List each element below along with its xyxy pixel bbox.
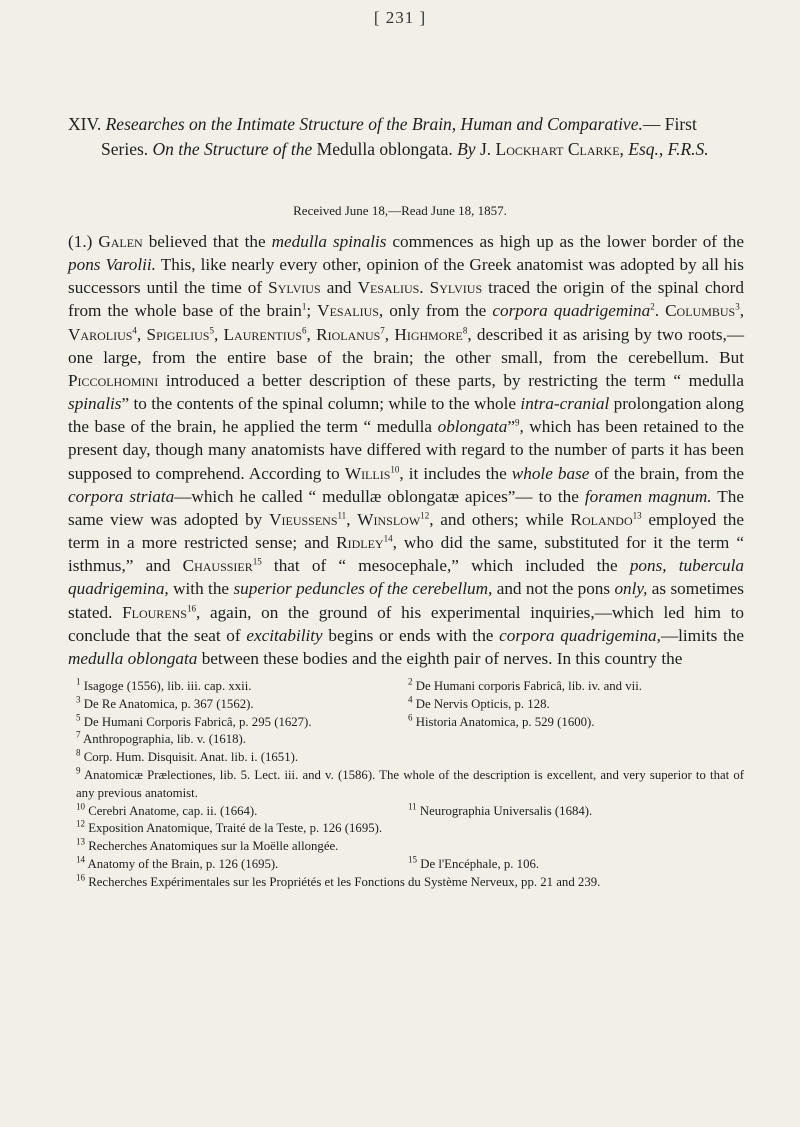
paper-title xyxy=(68,112,744,162)
footnote-number: 2 xyxy=(408,678,413,687)
text-run: introduced a better description of these parts, by restricting the term “ medulla xyxy=(158,370,744,390)
author-name: Laurentius xyxy=(223,324,303,344)
author-name: Sylvius xyxy=(429,278,483,298)
footnote xyxy=(68,820,744,838)
text-run: . xyxy=(654,301,666,321)
text-run: traced the origin of the spinal chord from the whole base of the brain xyxy=(68,278,744,321)
title-roman: XIV. xyxy=(68,114,102,134)
text-run: , it includes the xyxy=(399,463,512,483)
footnote-text: De Humani corporis Fabricâ, lib. iv. and vii. xyxy=(415,679,642,693)
title-block xyxy=(68,112,744,162)
author-name: Winslow xyxy=(357,509,421,529)
footnote xyxy=(68,731,744,749)
footnote xyxy=(68,856,408,874)
title-author: J. Lockhart Clarke, xyxy=(479,139,624,159)
title-part1: Researches on the Intimate Structure of the Brain, Human and Comparative. xyxy=(105,114,643,134)
footnote-number: 16 xyxy=(76,872,85,883)
text-run: ” to the contents of the spinal column; while to the whole xyxy=(121,394,521,414)
text-run: only from the xyxy=(383,301,493,321)
footnote xyxy=(68,678,408,696)
footnote-text: Exposition Anatomique, Traité de la Teste, p. 126 (1695). xyxy=(88,821,383,836)
footnote-number: 13 xyxy=(76,836,85,847)
body-paragraph xyxy=(68,230,744,670)
author-name: Chaussier xyxy=(182,556,253,576)
text-run: The same view was adopted by xyxy=(68,486,744,529)
italic-term: intra-cranial xyxy=(520,394,610,414)
footnote-text: Anatomy of the Brain, p. 126 (1695). xyxy=(87,856,279,871)
italic-term: foramen magnum. xyxy=(584,486,712,506)
italic-term: medulla spinalis xyxy=(271,232,387,251)
text-run: , xyxy=(306,324,317,344)
text-run: of the brain, from the xyxy=(589,463,745,483)
footnote xyxy=(68,696,408,714)
text-run: —which he called “ medullæ oblongatæ apices”— to the xyxy=(174,486,585,506)
footnote-number: 12 xyxy=(76,819,85,830)
text-run: —limits the xyxy=(660,625,744,645)
text-run: ; xyxy=(306,301,318,321)
author-name: Sylvius xyxy=(268,278,321,298)
footnote xyxy=(68,714,408,732)
footnote-number: 5 xyxy=(76,713,81,723)
italic-term: corpora quadrigemina, xyxy=(499,625,661,645)
footnote-number: 10 xyxy=(76,802,85,812)
text-run: with the xyxy=(168,579,234,599)
footnote-number: 14 xyxy=(76,855,85,865)
footnote-ref: 2 xyxy=(650,301,655,312)
footnote-ref: 16 xyxy=(186,602,196,613)
author-name: Galen xyxy=(98,232,143,251)
text-run: , xyxy=(739,301,744,321)
author-name: Vesalius. xyxy=(357,278,424,298)
footnote-row xyxy=(68,678,744,696)
author-name: Vieussens xyxy=(269,509,338,529)
footnote-row xyxy=(68,856,744,874)
author-name: Riolanus xyxy=(316,324,381,344)
footnote-ref: 14 xyxy=(383,533,393,544)
footnote-text: Cerebri Anatome, cap. ii. (1664). xyxy=(88,803,258,818)
text-run: and not the pons xyxy=(492,579,615,599)
footnote-row xyxy=(68,714,744,732)
footnote-number: 15 xyxy=(408,855,417,865)
author-name: Highmore xyxy=(394,324,463,344)
footnote-text: De Nervis Opticis, p. 128. xyxy=(415,696,550,711)
footnotes xyxy=(68,678,744,892)
text-run: , xyxy=(213,324,224,344)
author-name: Columbus xyxy=(665,301,736,321)
footnote xyxy=(68,767,744,803)
footnote-text: Neurographia Universalis (1684). xyxy=(419,803,593,818)
footnote-ref: 15 xyxy=(252,556,262,567)
footnote-text: Recherches Anatomiques sur la Moëlle allongée. xyxy=(88,839,339,854)
footnote-number: 11 xyxy=(408,802,417,812)
footnote-number: 6 xyxy=(408,713,413,723)
footnote-ref: 7 xyxy=(380,324,385,335)
footnote xyxy=(408,714,740,732)
title-part2: On the Structure of the xyxy=(152,139,313,159)
footnote-text: Isagoge (1556), lib. iii. cap. xxii. xyxy=(83,679,252,693)
footnote-number: 7 xyxy=(76,730,81,741)
italic-term: spinalis xyxy=(68,394,122,414)
text-run: , and others; while xyxy=(429,509,571,529)
text-run: believed that the xyxy=(142,232,272,251)
author-name: Varolius xyxy=(68,324,133,344)
italic-term: corpora quadrigemina xyxy=(492,301,651,321)
footnote-ref: 10 xyxy=(390,463,400,474)
text-run: as sometimes stated. xyxy=(68,579,744,622)
footnote-text: Recherches Expérimentales sur les Propriétés et les Fonctions du Système Nerveux, pp. 21 and 239. xyxy=(88,874,601,889)
footnote-ref: 12 xyxy=(420,510,430,521)
footnote xyxy=(408,803,740,821)
footnote-row xyxy=(68,803,744,821)
footnote-text: De Re Anatomica, p. 367 (1562). xyxy=(83,696,254,711)
title-by: By xyxy=(457,139,476,159)
footnote-text: Corp. Hum. Disquisit. Anat. lib. i. (1651). xyxy=(83,750,299,765)
footnote xyxy=(408,696,740,714)
footnote xyxy=(68,874,744,892)
footnote-ref: 8 xyxy=(462,324,468,335)
text-run: , xyxy=(346,509,358,529)
text-run: that of “ mesocephale,” which included the xyxy=(261,556,630,576)
footnote-ref: 6 xyxy=(302,324,307,335)
title-esq: Esq., F.R.S. xyxy=(628,139,709,159)
footnote-text: De l'Encéphale, p. 106. xyxy=(420,856,540,871)
author-name: Vesalius, xyxy=(317,301,384,321)
title-dash: — xyxy=(642,114,661,134)
footnote xyxy=(408,678,740,696)
text-run: prolongation along the base of the brain, he applied the term “ medulla xyxy=(68,394,744,437)
footnote-text: De Humani Corporis Fabricâ, p. 295 (1627). xyxy=(83,714,312,729)
footnote-ref: 9 xyxy=(514,417,520,428)
footnote-number: 9 xyxy=(76,765,81,776)
italic-term: only, xyxy=(614,579,648,599)
footnote-ref: 11 xyxy=(337,510,347,521)
text-run: , xyxy=(384,324,395,344)
italic-term: superior peduncles of the cerebellum, xyxy=(233,579,493,599)
italic-term: medulla oblongata xyxy=(68,648,198,668)
text-run: employed the term in a more restricted sense; and xyxy=(68,509,744,553)
footnote-ref: 5 xyxy=(209,324,214,335)
footnote-text: Historia Anatomica, p. 529 (1600). xyxy=(415,714,595,729)
italic-term: excitability xyxy=(246,625,323,645)
footnote-number: 1 xyxy=(76,678,81,687)
footnote-text: Anatomicæ Prælectiones, lib. 5. Lect. iii. and v. (1586). The whole of the description is excellent, and very superior to that of any previous anatomist. xyxy=(76,767,744,800)
text-run: begins or ends with the xyxy=(322,625,500,645)
footnote-text: Anthropographia, lib. v. (1618). xyxy=(83,732,247,747)
text-run: , which has been retained to the present day, though many anatomists have differed with regard to the number of parts it has been supposed to comprehend. According to xyxy=(68,417,745,483)
footnote-ref: 4 xyxy=(132,324,137,335)
text-run: and xyxy=(320,278,358,298)
footnote xyxy=(68,803,408,821)
text-run: ” xyxy=(507,417,515,437)
text-run: , xyxy=(136,324,147,344)
footnote-ref: 1 xyxy=(301,301,307,312)
text-run: , who did the same, substituted for it the term “ isthmus,” and xyxy=(68,533,744,576)
text-run: , described it as arising by two roots,—one large, from the entire base of the brain; the other small, from the cerebellum. But xyxy=(68,324,745,367)
text-run: commences as high up as the lower border of the xyxy=(386,232,744,251)
author-name: Willis xyxy=(344,463,391,483)
footnote-ref: 13 xyxy=(632,510,642,521)
author-name: Piccolhomini xyxy=(68,370,159,390)
italic-term: whole base xyxy=(511,463,590,483)
received-date: Received June 18,—Read June 18, 1857. xyxy=(293,203,507,218)
author-name: Rolando xyxy=(570,509,633,529)
footnote-number: 8 xyxy=(76,747,81,758)
footnote xyxy=(68,749,744,767)
author-name: Spigelius xyxy=(146,324,210,344)
italic-term: pons, tubercula quadrigemina, xyxy=(68,556,745,599)
italic-term: pons Varolii. xyxy=(68,255,156,275)
footnote-row xyxy=(68,696,744,714)
footnote xyxy=(68,838,744,856)
italic-term: corpora striata xyxy=(68,486,175,506)
footnote-number: 4 xyxy=(408,695,413,705)
title-series: First Series. xyxy=(101,114,697,159)
text-run: This, like nearly every other, opinion of the Greek anatomist was adopted by all his successors until the time of xyxy=(68,255,744,298)
footnote-number: 3 xyxy=(76,695,81,705)
italic-term: oblongata xyxy=(437,417,508,437)
page-number: [ 231 ] xyxy=(373,8,427,27)
author-name: Ridley xyxy=(336,533,384,553)
title-subject: Medulla oblongata. xyxy=(316,139,453,159)
text-run: , again, on the ground of his experimental inquiries,—which led him to conclude that the seat of xyxy=(68,602,744,645)
footnote xyxy=(408,856,740,874)
text-run: (1.) xyxy=(68,232,99,251)
author-name: Flourens xyxy=(122,602,187,622)
footnote-ref: 3 xyxy=(735,301,740,312)
text-run: between these bodies and the eighth pair of nerves. In this country the xyxy=(197,648,683,668)
